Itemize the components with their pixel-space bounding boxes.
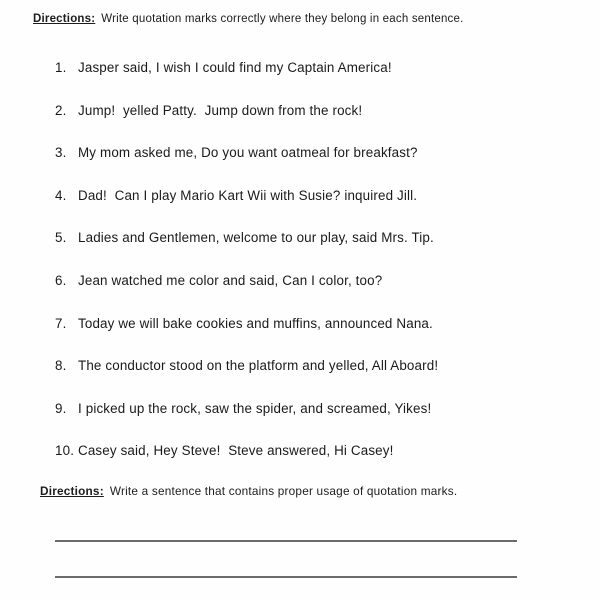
directions-bottom	[40, 484, 580, 498]
sentence-number: 7.	[55, 315, 67, 331]
sentence-row-6	[55, 273, 580, 316]
sentence-number: 5.	[55, 230, 67, 246]
sentence-number: 2.	[55, 102, 67, 118]
sentence-list	[55, 60, 580, 486]
answer-writing-line-2	[55, 576, 517, 578]
sentence-row-10	[55, 443, 580, 486]
sentence-row-2	[55, 103, 580, 146]
sentence-text: The conductor stood on the platform and yelled, All Aboard!	[78, 358, 439, 374]
directions-top-text: Write quotation marks correctly where they belong in each sentence.	[101, 13, 464, 25]
answer-writing-line-1	[55, 540, 517, 542]
sentence-text: Today we will bake cookies and muffins, announced Nana.	[78, 315, 433, 331]
sentence-row-3	[55, 145, 580, 188]
sentence-row-5	[55, 230, 580, 273]
sentence-number: 10.	[55, 443, 75, 459]
sentence-text: Dad! Can I play Mario Kart Wii with Susie? inquired Jill.	[78, 187, 418, 203]
sentence-text: Ladies and Gentlemen, welcome to our play, said Mrs. Tip.	[78, 230, 434, 246]
sentence-number: 8.	[55, 358, 67, 374]
directions-top	[33, 13, 573, 25]
sentence-row-1	[55, 60, 580, 103]
sentence-number: 4.	[55, 187, 67, 203]
sentence-number: 6.	[55, 272, 67, 288]
sentence-text: Jasper said, I wish I could find my Captain America!	[78, 60, 392, 75]
sentence-text: Jump! yelled Patty. Jump down from the rock!	[78, 102, 363, 118]
sentence-text: I picked up the rock, saw the spider, and screamed, Yikes!	[78, 400, 432, 416]
sentence-text: My mom asked me, Do you want oatmeal for breakfast?	[78, 145, 418, 161]
sentence-number: 3.	[55, 145, 67, 161]
sentence-text: Casey said, Hey Steve! Steve answered, Hi Casey!	[78, 443, 394, 459]
directions-top-label: Directions:	[33, 13, 96, 25]
sentence-row-7	[55, 316, 580, 359]
sentence-row-9	[55, 401, 580, 444]
directions-bottom-label: Directions:	[40, 484, 104, 498]
sentence-row-4	[55, 188, 580, 231]
sentence-row-8	[55, 358, 580, 401]
sentence-text: Jean watched me color and said, Can I color, too?	[78, 272, 383, 288]
directions-bottom-text: Write a sentence that contains proper usage of quotation marks.	[109, 484, 458, 498]
sentence-number: 9.	[55, 400, 67, 416]
sentence-number: 1.	[55, 60, 67, 75]
